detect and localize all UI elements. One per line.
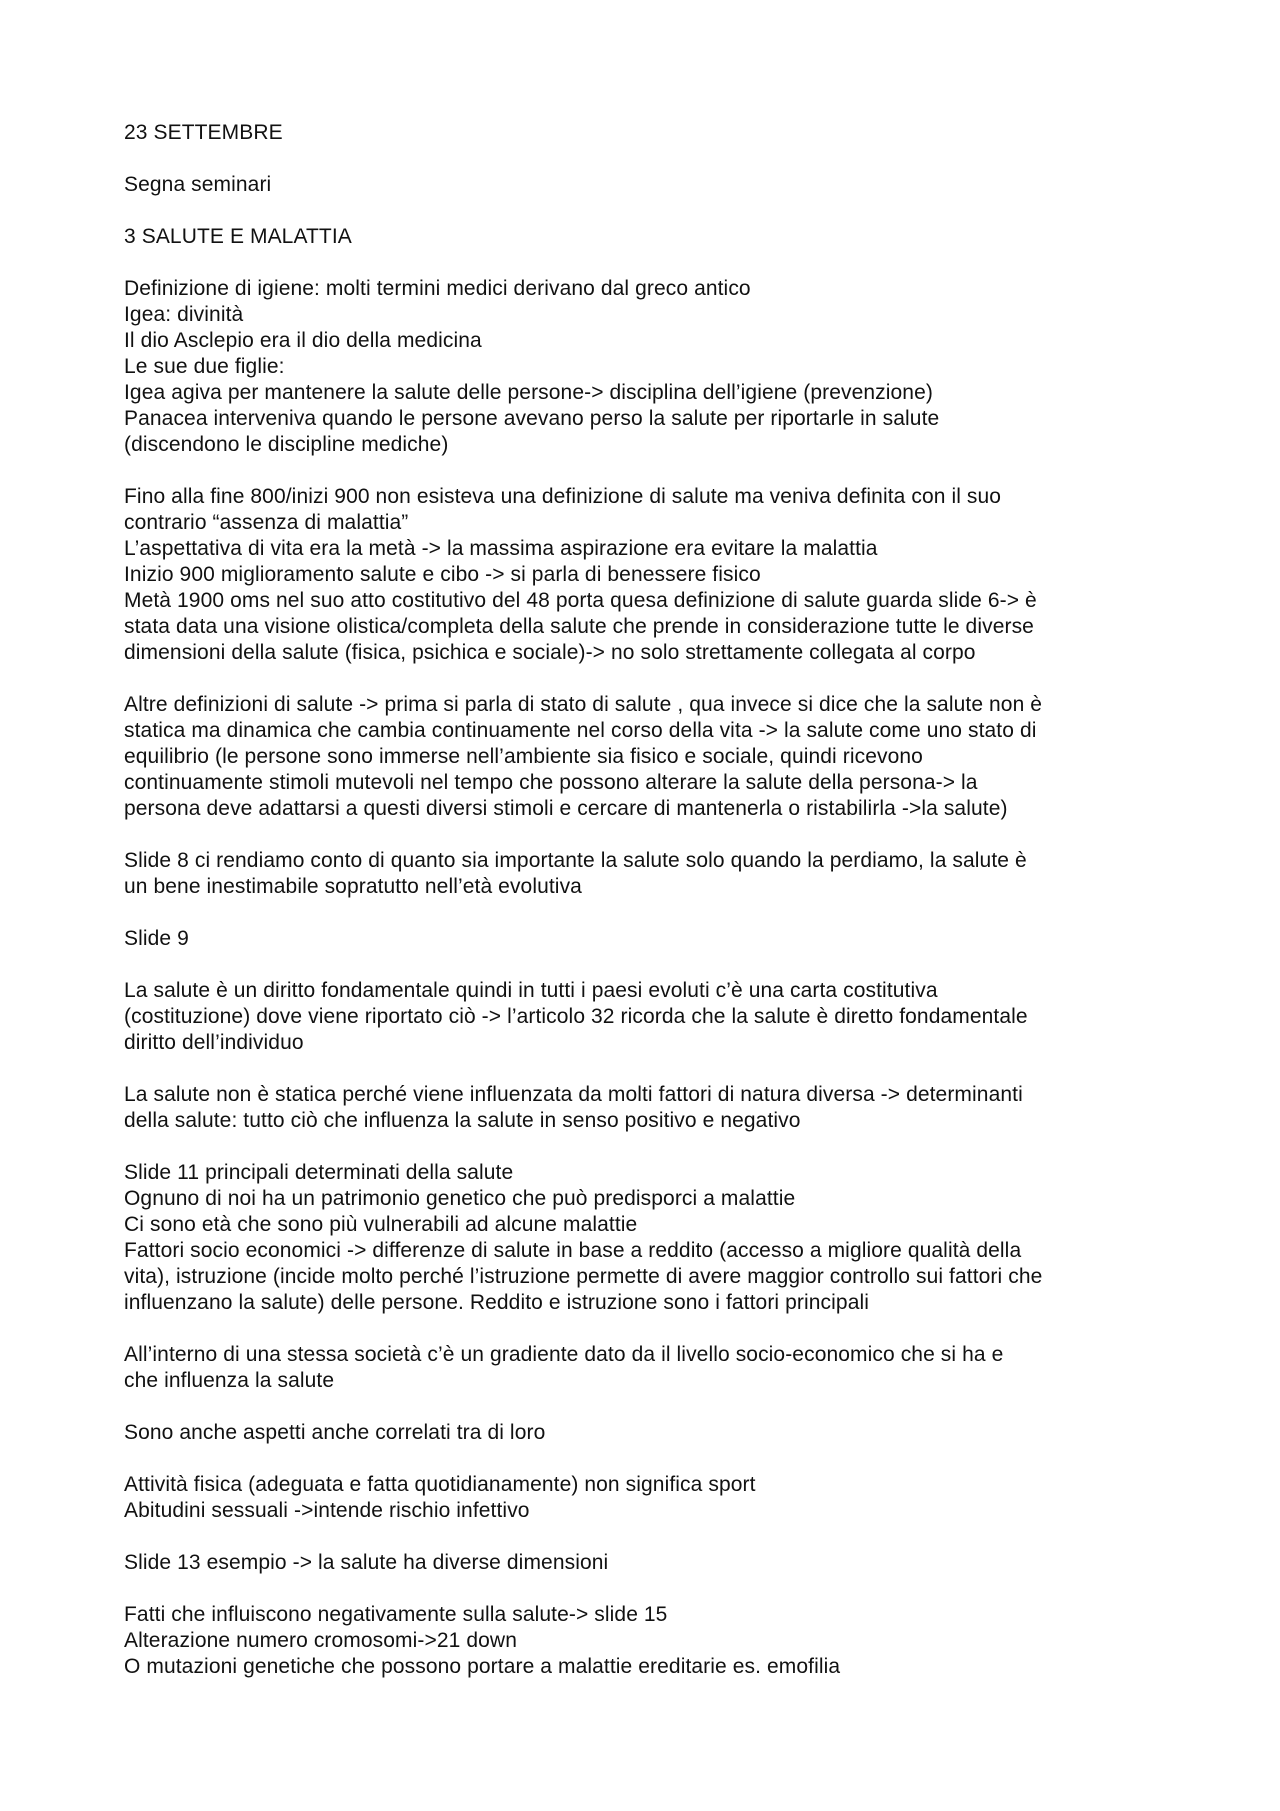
text-line: Panacea interveniva quando le persone avevano perso la salute per riportarle in salute — [124, 407, 940, 430]
paragraph — [124, 1342, 1184, 1394]
text-line: Slide 9 — [124, 927, 189, 950]
text-line: Sono anche aspetti anche correlati tra di loro — [124, 1421, 546, 1444]
text-line: Altre definizioni di salute -> prima si parla di stato di salute , qua invece si dice che la salute non è — [124, 693, 1043, 716]
text-line: All’interno di una stessa società c’è un gradiente dato da il livello socio-economico che si ha e — [124, 1343, 1004, 1366]
text-line: La salute non è statica perché viene influenzata da molti fattori di natura diversa -> determinanti — [124, 1083, 1023, 1106]
paragraph — [124, 224, 1184, 250]
text-line: Ci sono età che sono più vulnerabili ad alcune malattie — [124, 1213, 638, 1236]
document-body — [124, 120, 1184, 1706]
paragraph — [124, 1420, 1184, 1446]
text-line: continuamente stimoli mutevoli nel tempo che possono alterare la salute della persona-> la — [124, 771, 978, 794]
paragraph — [124, 692, 1184, 822]
text-line: (discendono le discipline mediche) — [124, 433, 449, 456]
text-line: che influenza la salute — [124, 1369, 335, 1392]
text-line: dimensioni della salute (fisica, psichica e sociale)-> no solo strettamente collegata al corpo — [124, 641, 976, 664]
text-line: Fattori socio economici -> differenze di salute in base a reddito (accesso a migliore qualità della — [124, 1239, 1022, 1262]
paragraph — [124, 848, 1184, 900]
paragraph — [124, 978, 1184, 1056]
text-line: 3 SALUTE E MALATTIA — [124, 225, 352, 248]
paragraph — [124, 276, 1184, 458]
text-line: Ognuno di noi ha un patrimonio genetico che può predisporci a malattie — [124, 1187, 796, 1210]
text-line: un bene inestimabile sopratutto nell’età evolutiva — [124, 875, 582, 898]
text-line: O mutazioni genetiche che possono portare a malattie ereditarie es. emofilia — [124, 1655, 841, 1678]
text-line: Segna seminari — [124, 173, 272, 196]
text-line: Fatti che influiscono negativamente sulla salute-> slide 15 — [124, 1603, 668, 1626]
paragraph — [124, 1602, 1184, 1680]
text-line: Il dio Asclepio era il dio della medicina — [124, 329, 482, 352]
text-line: Abitudini sessuali ->intende rischio infettivo — [124, 1499, 530, 1522]
text-line: Metà 1900 oms nel suo atto costitutivo del 48 porta quesa definizione di salute guarda slide 6-> è — [124, 589, 1037, 612]
text-line: persona deve adattarsi a questi diversi stimoli e cercare di mantenerla o ristabilirla ->la salute) — [124, 797, 1008, 820]
text-line: Slide 13 esempio -> la salute ha diverse dimensioni — [124, 1551, 609, 1574]
text-line: statica ma dinamica che cambia continuamente nel corso della vita -> la salute come uno stato di — [124, 719, 1037, 742]
text-line: Definizione di igiene: molti termini medici derivano dal greco antico — [124, 277, 751, 300]
paragraph — [124, 926, 1184, 952]
paragraph — [124, 484, 1184, 666]
text-line: 23 SETTEMBRE — [124, 121, 283, 144]
text-line: La salute è un diritto fondamentale quindi in tutti i paesi evoluti c’è una carta costitutiva — [124, 979, 938, 1002]
paragraph — [124, 1082, 1184, 1134]
text-line: (costituzione) dove viene riportato ciò -> l’articolo 32 ricorda che la salute è diretto fondamentale — [124, 1005, 1028, 1028]
text-line: L’aspettativa di vita era la metà -> la massima aspirazione era evitare la malattia — [124, 537, 878, 560]
text-line: Alterazione numero cromosomi->21 down — [124, 1629, 517, 1652]
text-line: Inizio 900 miglioramento salute e cibo -> si parla di benessere fisico — [124, 563, 761, 586]
text-line: diritto dell’individuo — [124, 1031, 304, 1054]
text-line: della salute: tutto ciò che influenza la salute in senso positivo e negativo — [124, 1109, 801, 1132]
paragraph — [124, 1550, 1184, 1576]
text-line: influenzano la salute) delle persone. Reddito e istruzione sono i fattori principali — [124, 1291, 869, 1314]
text-line: Slide 11 principali determinati della salute — [124, 1161, 514, 1184]
paragraph — [124, 172, 1184, 198]
text-line: Fino alla fine 800/inizi 900 non esisteva una definizione di salute ma veniva definita con il suo — [124, 485, 1002, 508]
text-line: Attività fisica (adeguata e fatta quotidianamente) non significa sport — [124, 1473, 756, 1496]
text-line: Slide 8 ci rendiamo conto di quanto sia importante la salute solo quando la perdiamo, la salute è — [124, 849, 1027, 872]
text-line: Le sue due figlie: — [124, 355, 285, 378]
text-line: stata data una visione olistica/completa della salute che prende in considerazione tutte le diverse — [124, 615, 1034, 638]
paragraph — [124, 1160, 1184, 1316]
text-line: equilibrio (le persone sono immerse nell’ambiente sia fisico e sociale, quindi ricevono — [124, 745, 923, 768]
text-line: contrario “assenza di malattia” — [124, 511, 409, 534]
text-line: Igea agiva per mantenere la salute delle persone-> disciplina dell’igiene (prevenzione) — [124, 381, 933, 404]
text-line: vita), istruzione (incide molto perché l’istruzione permette di avere maggior controllo sui fattori che — [124, 1265, 1043, 1288]
paragraph — [124, 120, 1184, 146]
text-line: Igea: divinità — [124, 303, 244, 326]
paragraph — [124, 1472, 1184, 1524]
